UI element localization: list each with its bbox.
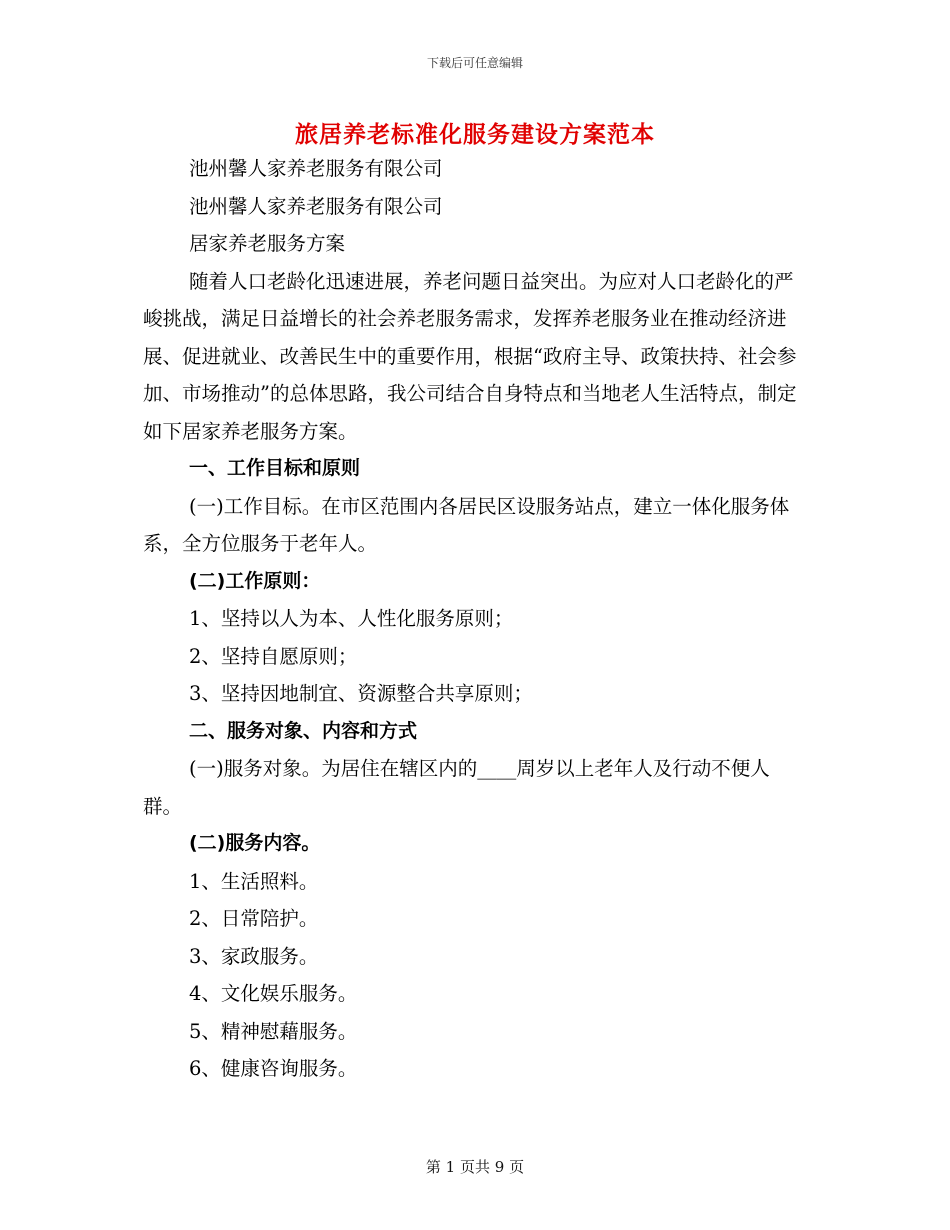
list-item: 1、生活照料。	[189, 869, 319, 893]
paragraph: 池州馨人家养老服务有限公司	[189, 194, 443, 218]
page-number: 第 1 页共 9 页	[425, 1158, 525, 1176]
subsection-heading: (二)服务内容。	[189, 832, 321, 854]
list-item: 3、家政服务。	[189, 944, 319, 968]
paragraph: 池州馨人家养老服务有限公司	[189, 157, 443, 180]
list-item: 2、坚持自愿原则；	[189, 644, 358, 668]
document-body	[143, 150, 803, 1088]
document-title: 旅居养老标准化服务建设方案范本	[295, 121, 655, 148]
paragraph: (一)工作目标。在市区范围内各居民区设服务站点，建立一体化服务体系，全方位服务于老年人。	[143, 494, 790, 555]
subsection-heading: (二)工作原则：	[189, 569, 321, 592]
list-item: 5、精神慰藉服务。	[189, 1019, 358, 1043]
list-item: 4、文化娱乐服务。	[189, 982, 358, 1005]
paragraph: 居家养老服务方案	[189, 232, 346, 255]
list-item: 1、坚持以人为本、人性化服务原则；	[189, 607, 514, 630]
list-item: 3、坚持因地制宜、资源整合共享原则；	[189, 682, 533, 705]
section-heading: 二、服务对象、内容和方式	[189, 719, 418, 742]
paragraph: 随着人口老龄化迅速进展，养老问题日益突出。为应对人口老龄化的严峻挑战，满足日益增长的社会养老服务需求，发挥养老服务业在推动经济进展、促进就业、改善民生中的重要作用，根据“政府主导、政策扶持、社会参加、市场推动”的总体思路，我公司结合自身特点和当地老人生活特点，制定如下居家养老服务方案。	[143, 269, 797, 443]
section-heading: 一、工作目标和原则	[189, 457, 361, 479]
list-item: 6、健康咨询服务。	[189, 1057, 358, 1080]
list-item: 2、日常陪护。	[189, 907, 319, 930]
header-note: 下载后可任意编辑	[426, 56, 523, 70]
paragraph: (一)服务对象。为居住在辖区内的____周岁以上老年人及行动不便人群。	[143, 757, 770, 818]
